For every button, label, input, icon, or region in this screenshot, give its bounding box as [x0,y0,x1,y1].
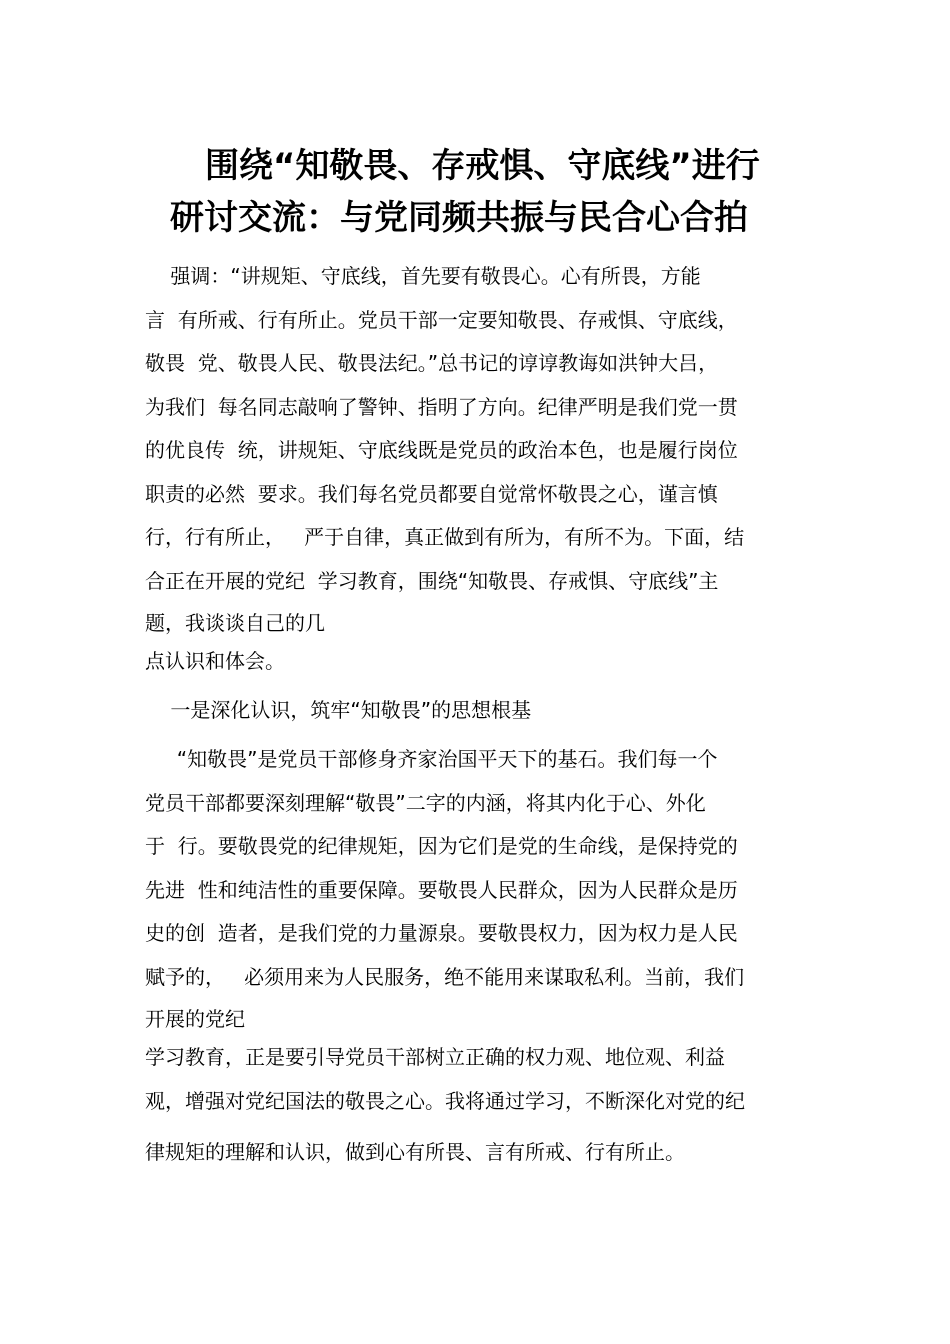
body-line: 观，增强对党纪国法的敬畏之心。我将通过学习，不断深化对党的纪 [145,1089,745,1113]
body-line: 开展的党纪 [145,1007,245,1031]
intro-line: 敬畏 党、敬畏人民、敬畏法纪。”总书记的谆谆教诲如洪钟大吕， [145,351,719,375]
intro-line: 的优良传 统，讲规矩、守底线既是党员的政治本色，也是履行岗位 [145,438,738,462]
intro-line: 题，我谈谈自己的几 [145,611,325,635]
body-line: 于 行。要敬畏党的纪律规矩，因为它们是党的生命线，是保持党的 [145,834,738,858]
body-line: “知敬畏”是党员干部修身齐家治国平天下的基石。我们每一个 [145,747,718,771]
intro-line: 言 有所戒、行有所止。党员干部一定要知敬畏、存戒惧、守底线， [145,308,738,332]
body-line: 先进 性和纯洁性的重要保障。要敬畏人民群众，因为人民群众是历 [145,878,738,902]
intro-line: 强调：“讲规矩、守底线，首先要有敬畏心。心有所畏，方能 [145,264,701,288]
document-title-line-1: 围绕“知敬畏、存戒惧、守底线”进行 [205,146,760,186]
body-line: 党员干部都要深刻理解“敬畏”二字的内涵，将其内化于心、外化 [145,791,706,815]
body-line: 史的创 造者，是我们党的力量源泉。要敬畏权力，因为权力是人民 [145,921,738,945]
body-line: 学习教育，正是要引导党员干部树立正确的权力观、地位观、利益 [145,1045,725,1069]
body-line: 律规矩的理解和认识，做到心有所畏、言有所戒、行有所止。 [145,1140,685,1164]
body-line: 赋予的， 必须用来为人民服务，绝不能用来谋取私利。当前，我们 [145,965,745,989]
document-title-line-2: 研讨交流：与党同频共振与民合心合拍 [170,198,748,238]
intro-line: 行，行有所止， 严于自律，真正做到有所为，有所不为。下面，结 [145,525,745,549]
intro-line: 合正在开展的党纪 学习教育，围绕“知敬畏、存戒惧、守底线”主 [145,569,719,593]
intro-line: 点认识和体会。 [145,649,285,673]
section-heading: 一是深化认识，筑牢“知敬畏”的思想根基 [145,698,532,722]
intro-line: 职责的必然 要求。我们每名党员都要自觉常怀敬畏之心，谨言慎 [145,482,718,506]
intro-line: 为我们 每名同志敲响了警钟、指明了方向。纪律严明是我们党一贯 [145,395,738,419]
